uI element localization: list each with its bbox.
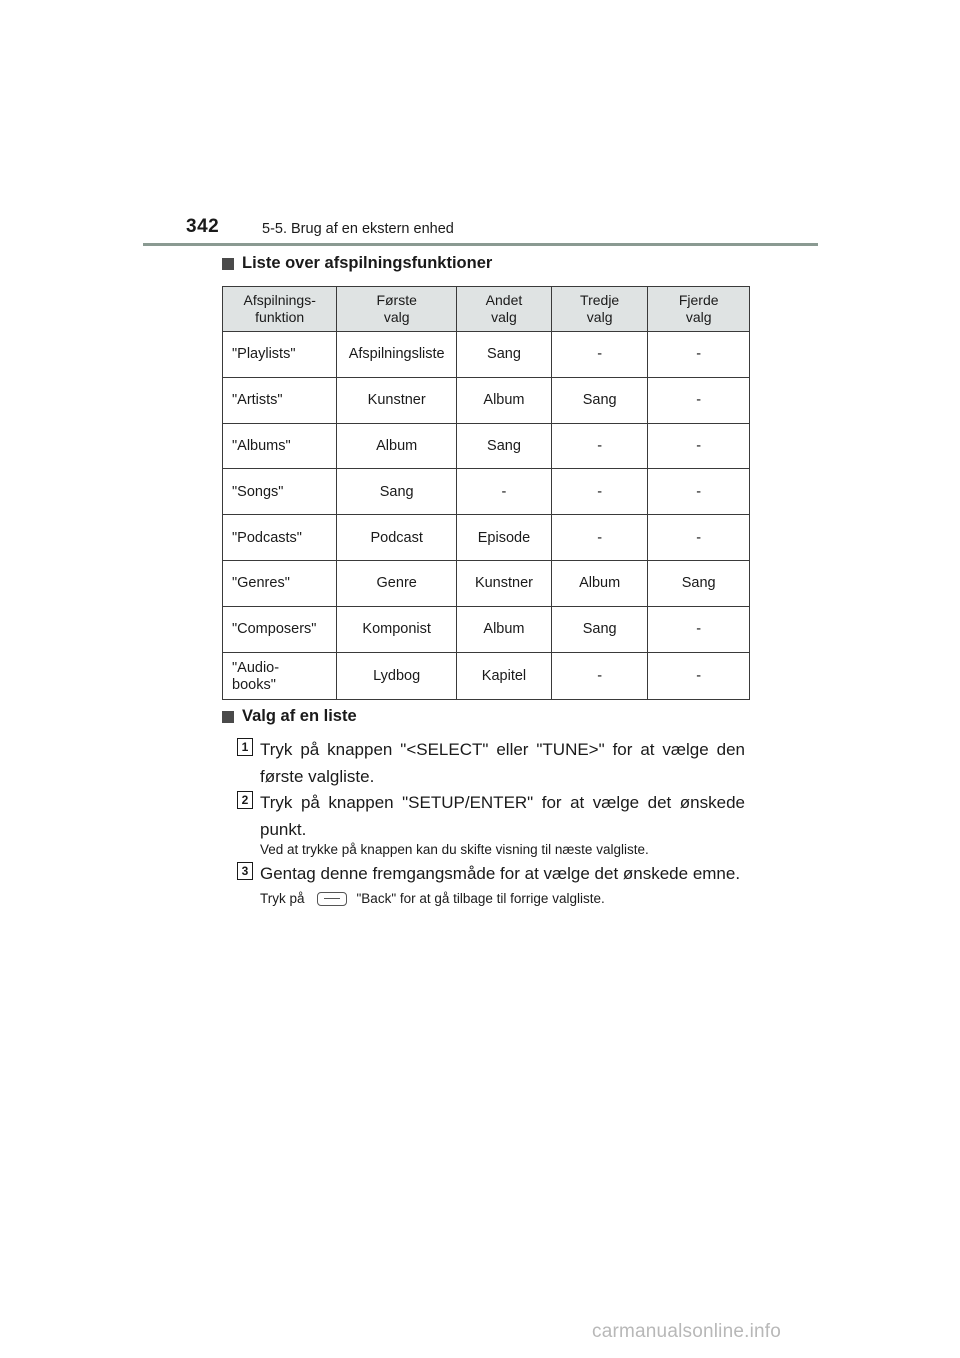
step-text: Tryk på knappen "<SELECT" eller "TUNE>" for at vælge den første valgliste. [260, 740, 745, 786]
table-header-cell: Første valg [337, 287, 457, 332]
table-row [223, 652, 750, 700]
table-cell: - [551, 423, 647, 469]
table-cell: Episode [457, 515, 552, 561]
step-number-badge: 3 [237, 862, 253, 880]
table-cell: Podcast [337, 515, 457, 561]
chapter-title: 5-5. Brug af en ekstern enhed [262, 221, 454, 237]
table-cell: Kapitel [457, 652, 552, 700]
table-cell: "Artists" [223, 377, 337, 423]
section-heading-text: Liste over afspilningsfunktioner [242, 254, 493, 272]
step-text: Tryk på knappen "SETUP/ENTER" for at vælge det ønskede punkt. [260, 793, 745, 839]
table-cell: Sang [337, 469, 457, 515]
section-heading-playback-list [222, 254, 492, 273]
table-cell: - [457, 469, 552, 515]
section-heading-select-list [222, 707, 357, 726]
square-bullet-icon [222, 258, 234, 270]
table-cell: - [551, 469, 647, 515]
table-cell: "Albums" [223, 423, 337, 469]
table-cell: Album [457, 377, 552, 423]
table-header-cell: Afspilnings- funktion [223, 287, 337, 332]
table-row [223, 515, 750, 561]
table-cell: Album [551, 560, 647, 606]
table-cell: - [648, 652, 750, 700]
table-cell: Sang [648, 560, 750, 606]
table-cell: Album [457, 606, 552, 652]
table-cell: Kunstner [337, 377, 457, 423]
table-header-row [223, 287, 750, 332]
table-cell: - [648, 606, 750, 652]
table-cell: Album [337, 423, 457, 469]
square-bullet-icon [222, 711, 234, 723]
step-2 [237, 789, 745, 843]
table-cell: - [551, 515, 647, 561]
table-cell: "Genres" [223, 560, 337, 606]
table-row [223, 423, 750, 469]
step-1 [237, 736, 745, 790]
back-button-icon [317, 892, 347, 906]
step-3-note [260, 891, 605, 906]
page-number: 342 [186, 216, 220, 237]
table-cell: Lydbog [337, 652, 457, 700]
table-cell: "Podcasts" [223, 515, 337, 561]
table-cell: Sang [551, 606, 647, 652]
table-row [223, 377, 750, 423]
table-header-cell: Tredje valg [551, 287, 647, 332]
header-rule [143, 243, 818, 246]
playback-functions-table [222, 286, 750, 700]
watermark: carmanualsonline.info [592, 1321, 782, 1342]
table-cell: Sang [457, 423, 552, 469]
table-header-cell: Andet valg [457, 287, 552, 332]
table-cell: - [551, 652, 647, 700]
table-cell: Kunstner [457, 560, 552, 606]
table-cell: Afspilningsliste [337, 332, 457, 378]
table-row [223, 560, 750, 606]
table-cell: - [648, 377, 750, 423]
table-cell: "Songs" [223, 469, 337, 515]
table-row [223, 606, 750, 652]
table-cell: - [648, 332, 750, 378]
note-text-before: Tryk på [260, 891, 305, 906]
step-3 [237, 860, 745, 887]
table-row [223, 332, 750, 378]
table-header-cell: Fjerde valg [648, 287, 750, 332]
table-cell: "Audio- books" [223, 652, 337, 700]
step-2-note: Ved at trykke på knappen kan du skifte visning til næste valgliste. [260, 842, 649, 857]
step-number-badge: 1 [237, 738, 253, 756]
table-cell: Komponist [337, 606, 457, 652]
table-cell: - [648, 469, 750, 515]
table-cell: Sang [457, 332, 552, 378]
table-row [223, 469, 750, 515]
table-cell: Sang [551, 377, 647, 423]
table-cell: - [551, 332, 647, 378]
table-cell: "Playlists" [223, 332, 337, 378]
table-cell: "Composers" [223, 606, 337, 652]
table-cell: - [648, 423, 750, 469]
note-text-after: "Back" for at gå tilbage til forrige valgliste. [356, 891, 605, 906]
step-text: Gentag denne fremgangsmåde for at vælge det ønskede emne. [260, 864, 741, 883]
table-cell: Genre [337, 560, 457, 606]
section-heading-text: Valg af en liste [242, 707, 357, 725]
step-number-badge: 2 [237, 791, 253, 809]
table-cell: - [648, 515, 750, 561]
